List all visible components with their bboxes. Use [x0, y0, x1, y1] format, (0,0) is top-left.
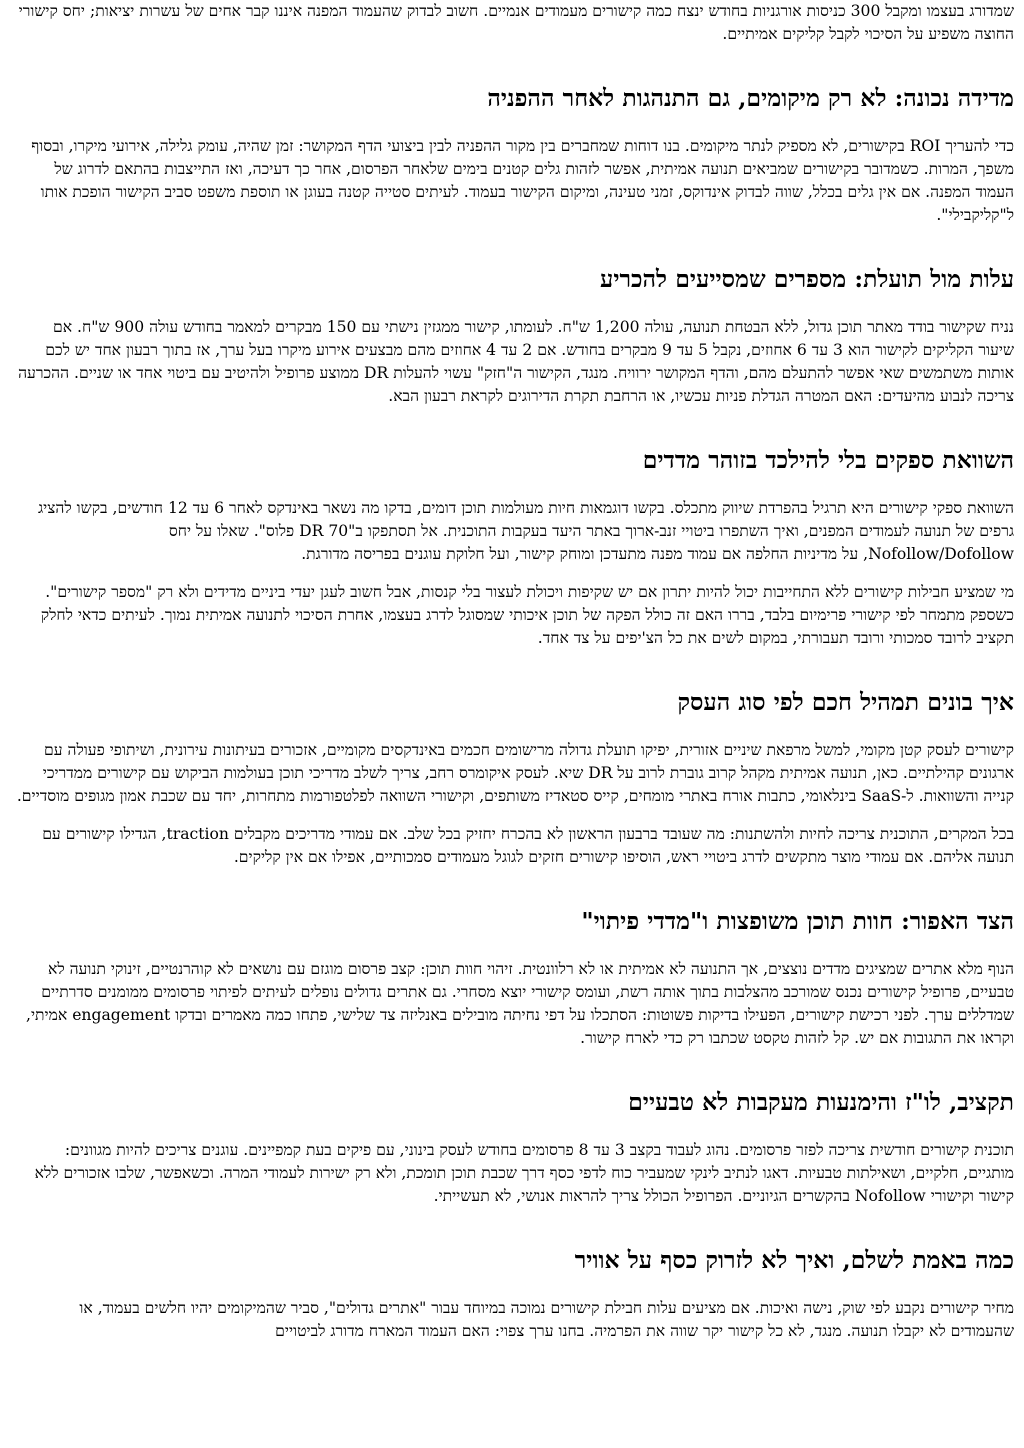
intro-paragraph: שמדורג בעצמו ומקבל 300 כניסות אורגניות בחודש ינצח כמה קישורים מעמודים אנמיים. חשוב לבדוק שהעמוד המפנה איננו קבר אחים של עשרות יציאות; יחס קישורי החוצה משפיע על הסיכוי לקבל קליקים אמיתיים. — [18, 2, 1014, 43]
section-heading: השוואת ספקים בלי להילכד בזוהר מדדים — [642, 446, 1014, 474]
section-how-much-to-pay — [14, 1245, 1014, 1343]
section-vendor-comparison — [14, 445, 1014, 650]
section-paragraph: מחיר קישורים נקבע לפי שוק, נישה ואיכות. אם מציעים עלות חבילת קישורים נמוכה במיוחד עבור "אתרים גדולים", סביר שהמיקומים יהיו חלשים בעמוד, או שהעמודים לא יקבלו תנועה. מנגד, לא כל קישור יקר שווה את הפרמיה. בחנו ערך צפוי: האם העמוד המארח מדורג לביטויים — [79, 1299, 1014, 1340]
section-heading: הצד האפור: חוות תוכן משופצות ו"מדדי פיתוי" — [581, 907, 1014, 935]
section-paragraph: קישורים לעסק קטן מקומי, למשל מרפאת שיניים אזורית, יפיקו תועלת גדולה מרישומים חכמים באינדקסים מקומיים, אזכורים בעיתונות עירונית, ושיתופי פעולה עם ארגונים קהילתיים. כאן, תנועה אמיתית מקהל קרוב גוברת לרוב על DR שיא. לעסק איקומרס רחב, צריך לשלב מדריכי תוכן בעולמות הביקוש עם קישורים ממדריכי קנייה והשוואות. ל-SaaS בינלאומי, כתבות אורח באתרי מומחים, קייס סטאדיז משותפים, וקישורי השוואה לפלטפורמות מתחרות, יחד עם שכבת אמון מגופים מוסדיים. — [16, 741, 1014, 805]
section-paragraph: בכל המקרים, התוכנית צריכה לחיות ולהשתנות: מה שעובד ברבעון הראשון לא בהכרח יחזיק בכל שלב. אם עמודי מדריכים מקבלים traction, הגדילו קישורים עם תנועה אליהם. אם עמודי מוצר מתקשים לדרג ביטויי ראש, הוסיפו קישורים חזקים לגוגל מעמודים סמכותיים, אפילו אם אין קליקים. — [42, 825, 1014, 866]
section-gray-side — [14, 906, 1014, 1050]
section-cost-benefit — [14, 264, 1014, 408]
section-paragraph: השוואת ספקי קישורים היא תרגיל בהפרדת שיווק מתכלס. בקשו דוגמאות חיות מעולמות תוכן דומים, בדקו מה נשאר באינדקס לאחר 6 עד 12 חודשים, בקשו להציג גרפים של תנועה לעמודים המפנים, ואיך השתפרו ביטויי זנב-ארוך באתר היעד בעקבות התוכנית. אל תסתפקו ב"DR 70 פלוס". שאלו על יחס Nofollow/Dofollow, על מדיניות החלפה אם עמוד מפנה מתעדכן ומוחק קישור, ועל חלוקת עוגנים בפריסה מדורגת. — [38, 499, 1014, 563]
section-paragraph: מי שמציע חבילות קישורים ללא התחייבות יכול להיות יתרון אם יש שקיפות ויכולת לעצור בלי קנסות, אבל חשוב לעגן יעדי ביניים מדידים ולא רק "מספר קישורים". כשספק מתמחר לפי קישורי פרימיום בלבד, בררו האם זה כולל הפקה של תוכן איכותי שמסוגל לדרג בעצמו, אחרת הסיכוי לתנועה אמיתית נמוך. לעיתים כדאי לחלק תקציב לרובד סמכותי ורובד תעבורתי, במקום לשים את כל הצ'יפים על צד אחד. — [40, 583, 1014, 647]
section-heading: תקציב, לו"ז והימנעות מעקבות לא טבעיים — [628, 1088, 1014, 1116]
section-heading: איך בונים תמהיל חכם לפי סוג העסק — [677, 688, 1014, 716]
section-heading: עלות מול תועלת: מספרים שמסייעים להכריע — [600, 265, 1014, 293]
section-smart-mix — [14, 687, 1014, 869]
section-paragraph: הנוף מלא אתרים שמציגים מדדים נוצצים, אך התנועה לא אמיתית או לא רלוונטית. זיהוי חוות תוכן: קצב פרסום מוגזם עם נושאים לא קוהרנטיים, זינוקי תנועה לא טבעיים, פרופיל קישורים נכנס שמורכב מהצלבות בתוך אותה רשת, ועומס קישורי יוצא מסחרי. גם אתרים גדולים נופלים לעיתים לפיתוי פרסומים ממומנים סדרתיים שמדללים ערך. לפני רכישת קישורים, הפעילו בדיקות פשוטות: הסתכלו על דפי נחיתה מובילים באנליזה צד שלישי, פתחו כמה מאמרים ובדקו engagement אמיתי, וקראו את התגובות אם יש. קל לזהות טקסט שכתבו רק כדי לארח קישור. — [25, 960, 1014, 1047]
section-paragraph: תוכנית קישורים חודשית צריכה לפזר פרסומים. נהוג לעבוד בקצב 3 עד 8 פרסומים בחודש לעסק בינוני, עם פיקים בעת קמפיינים. עוגנים צריכים להיות מגוונים: מותגיים, חלקיים, ושאילתות טבעיות. דאגו לנתיב לינקי שמעביר כוח לדפי כסף דרך שכבת תוכן תומכת, ולא רק ישירות לעמודי המרה. וכשאפשר, שלבו אזכורים ללא קישור וקישורי Nofollow בהקשרים הגיוניים. הפרופיל הכולל צריך להראות אנושי, לא תעשייתי. — [34, 1141, 1014, 1205]
section-budget-schedule — [14, 1087, 1014, 1208]
section-heading: מדידה נכונה: לא רק מיקומים, גם התנהגות לאחר ההפניה — [487, 84, 1014, 112]
section-paragraph: כדי להעריך ROI בקישורים, לא מספיק לנתר מיקומים. בנו דוחות שמחברים בין מקור ההפניה לבין ביצועי הדף המקושר: זמן שהיה, עומק גלילה, אירועי מיקרו, ובסוף משפך, המרות. כשמדובר בקישורים שמביאים תנועה אמיתית, אפשר לזהות גלים קטנים בימים שלאחר הפרסום, אחר כך דעיכה, ואז התייצבות בהתאם לדרוג של העמוד המפנה. אם אין גלים בכלל, שווה לבדוק אינדוקס, זמני טעינה, ומיקום הקישור בעמוד. לעיתים סטייה קטנה בעוגן או תוספת משפט סביב הקישור הופכת אותו ל"קליקבילי". — [31, 137, 1014, 224]
section-measurement — [14, 83, 1014, 227]
section-paragraph: נניח שקישור בודד מאתר תוכן גדול, ללא הבטחת תנועה, עולה 1,200 ש"ח. לעומתו, קישור ממגזין נישתי עם 150 מבקרים למאמר בחודש עולה 900 ש"ח. אם שיעור הקליקים לקישור הוא 3 עד 6 אחוזים, נקבל 5 עד 9 מבקרים בחודש. אם 2 עד 4 אחוזים מהם מבצעים אירוע מיקרו בעל ערך, אז בתוך רבעון אחד יש לכם אותות משתמשים שאי אפשר להתעלם מהם, והדף המקושר ירוויח. מנגד, הקישור ה"חזק" עשוי להעלות DR ממוצע פרופיל ולהיטיב עם ביטוי אחד או שניים. ההכרעה צריכה לנבוע מהיעדים: האם המטרה הגדלת פניות עכשיו, או הרחבת תקרת הדירוגים לקראת רבעון הבא. — [18, 318, 1014, 405]
section-heading: כמה באמת לשלם, ואיך לא לזרוק כסף על אוויר — [574, 1246, 1014, 1274]
